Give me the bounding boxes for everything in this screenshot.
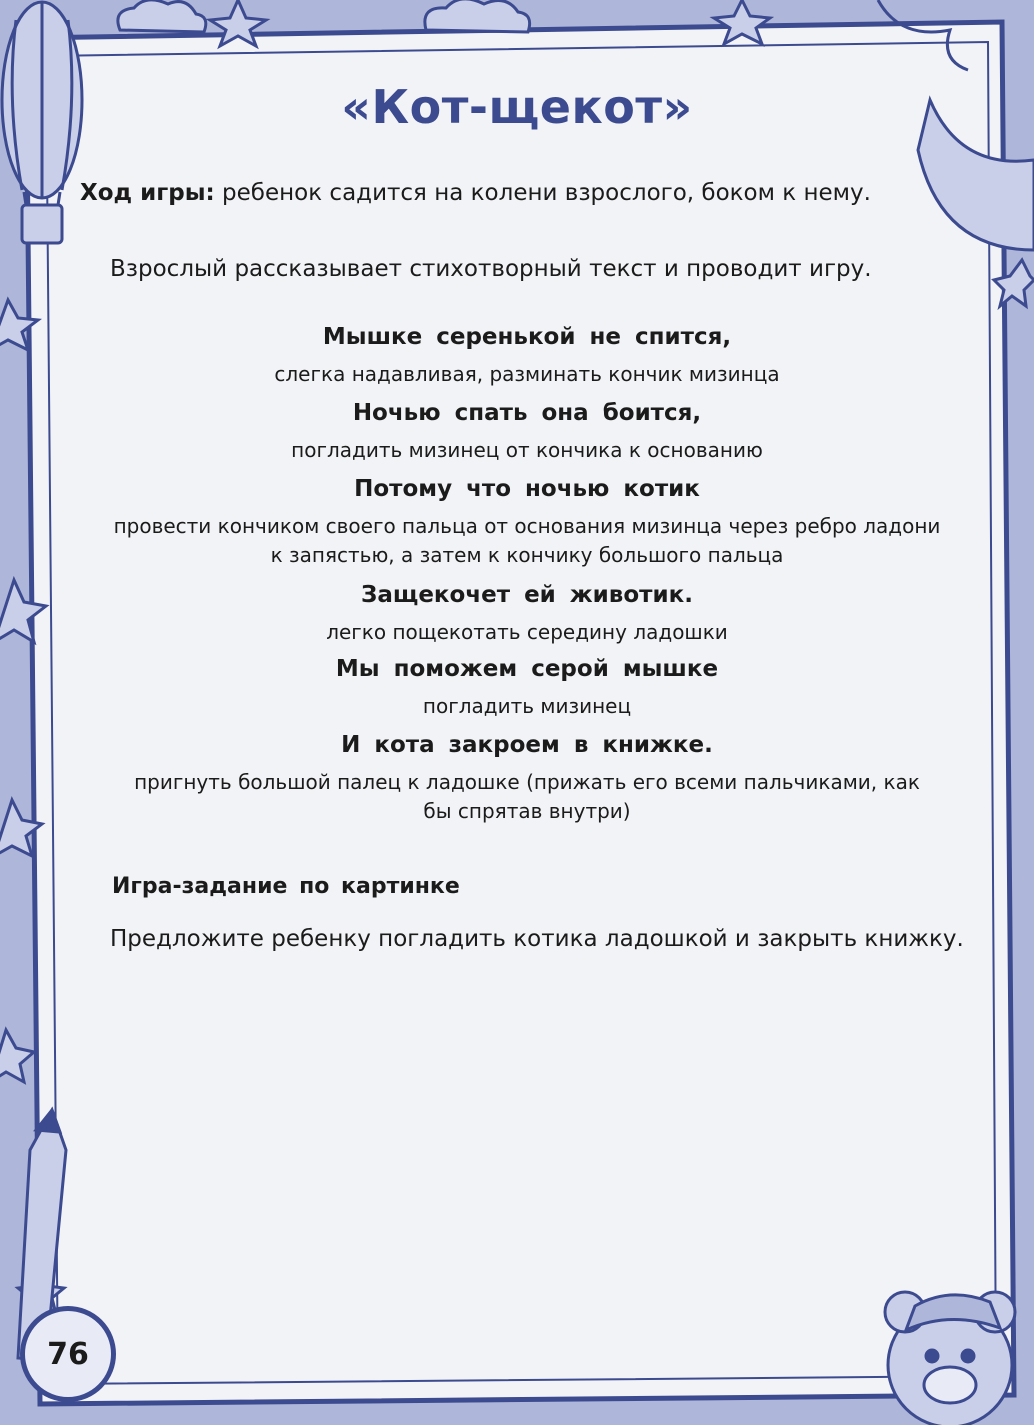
- verse-line: Мышке серенькой не спится,: [322, 324, 732, 350]
- task-text: Предложите ребенку погладить котика ладошкой и закрыть книжку.: [110, 926, 964, 952]
- game-description-label: Ход игры:: [80, 180, 215, 206]
- verse-instruction: легко пощекотать середину ладошки: [326, 620, 728, 644]
- verse-line: И кота закроем в книжке.: [341, 732, 713, 758]
- verse-instruction: погладить мизинец: [422, 694, 632, 718]
- verse-line: Мы поможем серой мышке: [335, 656, 719, 682]
- task-heading: Игра-задание по картинке: [112, 874, 460, 899]
- verse-instruction: пригнуть большой палец к ладошке (прижать его всеми пальчиками, как бы спрятав внутри): [134, 770, 920, 823]
- page-title: «Кот-щекот»: [341, 80, 693, 134]
- verse-instruction: слегка надавливая, разминать кончик мизинца: [274, 362, 780, 386]
- page-number: 76: [20, 1306, 116, 1402]
- verse-instruction: погладить мизинец от кончика к основанию: [291, 438, 763, 462]
- verse-instruction: провести кончиком своего пальца от основания мизинца через ребро ладони к запястью, а затем к кончику большого пальца: [113, 514, 941, 567]
- verse-line: Потому что ночью котик: [354, 476, 700, 502]
- game-description-second: Взрослый рассказывает стихотворный текст и проводит игру.: [110, 256, 872, 282]
- verse-line: Защекочет ей животик.: [361, 582, 693, 608]
- verse-line: Ночью спать она боится,: [352, 400, 702, 426]
- game-description: [80, 176, 974, 210]
- game-description-text: ребенок садится на колени взрослого, боком к нему.: [214, 180, 871, 206]
